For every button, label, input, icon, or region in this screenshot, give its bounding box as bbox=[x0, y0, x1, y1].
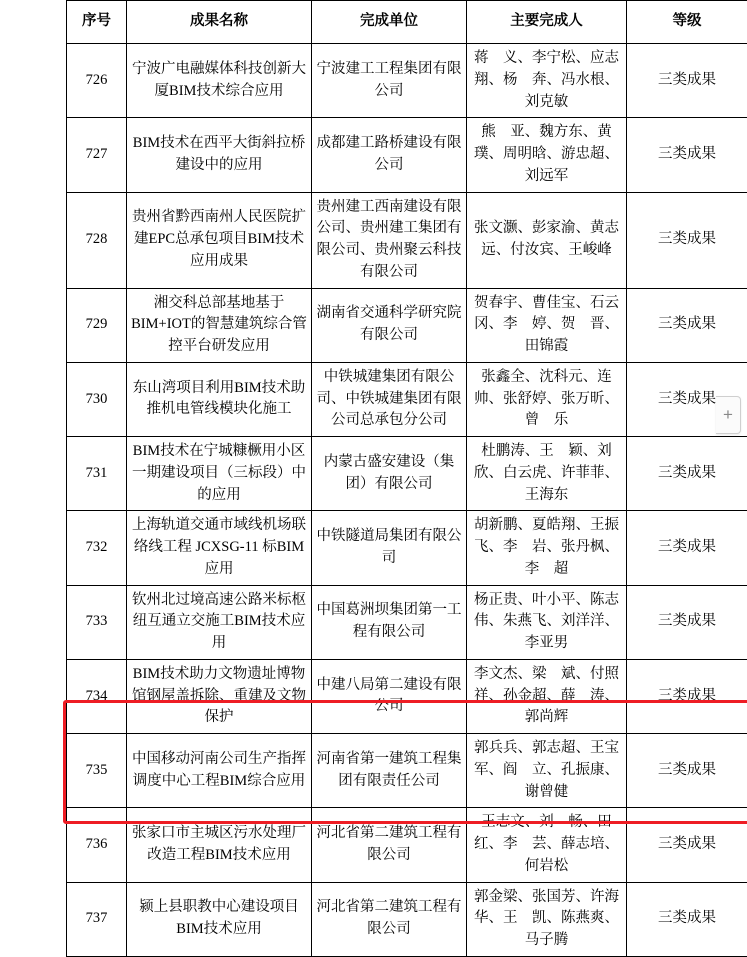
cell-unit: 贵州建工西南建设有限公司、贵州建工集团有限公司、贵州聚云科技有限公司 bbox=[312, 192, 467, 288]
cell-seq: 734 bbox=[67, 659, 127, 733]
cell-people: 胡新鹏、夏皓翔、王振飞、李 岩、张丹枫、李 超 bbox=[467, 511, 627, 585]
cell-people: 郭金梁、张国芳、许海华、王 凯、陈燕爽、马子腾 bbox=[467, 882, 627, 956]
cell-level: 三类成果 bbox=[627, 288, 747, 362]
cell-seq: 732 bbox=[67, 511, 127, 585]
cell-level: 三类成果 bbox=[627, 44, 747, 118]
cell-seq: 736 bbox=[67, 808, 127, 882]
table-header bbox=[67, 1, 747, 44]
cell-seq: 737 bbox=[67, 882, 127, 956]
cell-seq: 731 bbox=[67, 437, 127, 511]
cell-name: BIM技术在宁城糠橛用小区一期建设项目（三标段）中的应用 bbox=[127, 437, 312, 511]
cell-level: 三类成果 bbox=[627, 585, 747, 659]
cell-name: 中国移动河南公司生产指挥调度中心工程BIM综合应用 bbox=[127, 734, 312, 808]
cell-name: 上海轨道交通市域线机场联络线工程 JCXSG-11 标BIM应用 bbox=[127, 511, 312, 585]
cell-seq: 733 bbox=[67, 585, 127, 659]
table-row bbox=[67, 362, 747, 436]
cell-people: 杜鹏涛、王 颖、刘 欣、白云虎、许菲菲、王海东 bbox=[467, 437, 627, 511]
cell-level: 三类成果 bbox=[627, 808, 747, 882]
cell-unit: 宁波建工工程集团有限公司 bbox=[312, 44, 467, 118]
cell-seq: 730 bbox=[67, 362, 127, 436]
cell-name: BIM技术助力文物遗址博物馆钢屋盖拆除、重建及文物保护 bbox=[127, 659, 312, 733]
cell-unit: 中国葛洲坝集团第一工程有限公司 bbox=[312, 585, 467, 659]
cell-unit: 中建八局第二建设有限公司 bbox=[312, 659, 467, 733]
cell-level: 三类成果 bbox=[627, 882, 747, 956]
table-row bbox=[67, 192, 747, 288]
cell-name: 钦州北过境高速公路米标枢纽互通立交施工BIM技术应用 bbox=[127, 585, 312, 659]
cell-unit: 成都建工路桥建设有限公司 bbox=[312, 118, 467, 192]
table-row bbox=[67, 118, 747, 192]
column-header-level: 等级 bbox=[627, 1, 747, 44]
table-row bbox=[67, 585, 747, 659]
cell-name: 宁波广电融媒体科技创新大厦BIM技术综合应用 bbox=[127, 44, 312, 118]
cell-people: 张文灏、彭家渝、黄志远、付汝宾、王峻峰 bbox=[467, 192, 627, 288]
table-row bbox=[67, 511, 747, 585]
cell-level: 三类成果 bbox=[627, 192, 747, 288]
column-header-unit: 完成单位 bbox=[312, 1, 467, 44]
cell-seq: 726 bbox=[67, 44, 127, 118]
table-header-row bbox=[67, 1, 747, 44]
cell-unit: 中铁城建集团有限公司、中铁城建集团有限公司总承包分公司 bbox=[312, 362, 467, 436]
cell-level: 三类成果 bbox=[627, 659, 747, 733]
table-row bbox=[67, 288, 747, 362]
table-row-highlighted bbox=[67, 808, 747, 882]
cell-unit: 河南省第一建筑工程集团有限责任公司 bbox=[312, 734, 467, 808]
cell-level: 三类成果 bbox=[627, 362, 747, 436]
cell-seq: 735 bbox=[67, 734, 127, 808]
cell-name: 东山湾项目利用BIM技术助推机电管线模块化施工 bbox=[127, 362, 312, 436]
cell-people: 李文杰、梁 斌、付照祥、孙金超、薛 涛、郭尚辉 bbox=[467, 659, 627, 733]
cell-seq: 728 bbox=[67, 192, 127, 288]
cell-name: 贵州省黔西南州人民医院扩建EPC总承包项目BIM技术应用成果 bbox=[127, 192, 312, 288]
cell-unit: 湖南省交通科学研究院有限公司 bbox=[312, 288, 467, 362]
cell-name: BIM技术在西平大街斜拉桥建设中的应用 bbox=[127, 118, 312, 192]
table-row bbox=[67, 659, 747, 733]
cell-people: 熊 亚、魏方东、黄 璞、周明晗、游忠超、刘远军 bbox=[467, 118, 627, 192]
cell-level: 三类成果 bbox=[627, 734, 747, 808]
cell-level: 三类成果 bbox=[627, 118, 747, 192]
column-header-name: 成果名称 bbox=[127, 1, 312, 44]
table-row bbox=[67, 437, 747, 511]
table-row bbox=[67, 44, 747, 118]
cell-name: 颍上县职教中心建设项目BIM技术应用 bbox=[127, 882, 312, 956]
award-results-table bbox=[66, 0, 747, 957]
cell-unit: 中铁隧道局集团有限公司 bbox=[312, 511, 467, 585]
column-header-seq: 序号 bbox=[67, 1, 127, 44]
cell-unit: 河北省第二建筑工程有限公司 bbox=[312, 882, 467, 956]
cell-people: 张鑫全、沈科元、连 帅、张舒婷、张万昕、曾 乐 bbox=[467, 362, 627, 436]
cell-seq: 729 bbox=[67, 288, 127, 362]
table-row-highlighted bbox=[67, 882, 747, 956]
cell-unit: 内蒙古盛安建设（集团）有限公司 bbox=[312, 437, 467, 511]
cell-name: 张家口市主城区污水处理厂改造工程BIM技术应用 bbox=[127, 808, 312, 882]
cell-people: 蒋 义、李宁松、应志翔、杨 奔、冯水根、刘克敏 bbox=[467, 44, 627, 118]
cell-level: 三类成果 bbox=[627, 511, 747, 585]
column-header-people: 主要完成人 bbox=[467, 1, 627, 44]
cell-people: 王志文、刘 畅、田 红、李 芸、薛志培、何岩松 bbox=[467, 808, 627, 882]
cell-people: 郭兵兵、郭志超、王宝军、阎 立、孔振康、谢曾健 bbox=[467, 734, 627, 808]
cell-people: 贺春宇、曹佳宝、石云冈、李 婷、贺 晋、田锦霞 bbox=[467, 288, 627, 362]
table-row bbox=[67, 734, 747, 808]
cell-name: 湘交科总部基地基于BIM+IOT的智慧建筑综合管控平台研发应用 bbox=[127, 288, 312, 362]
cell-people: 杨正贵、叶小平、陈志伟、朱燕飞、刘洋洋、李亚男 bbox=[467, 585, 627, 659]
expand-plus-icon[interactable]: + bbox=[716, 396, 741, 434]
table-body bbox=[67, 44, 747, 957]
cell-unit: 河北省第二建筑工程有限公司 bbox=[312, 808, 467, 882]
cell-level: 三类成果 bbox=[627, 437, 747, 511]
cell-seq: 727 bbox=[67, 118, 127, 192]
